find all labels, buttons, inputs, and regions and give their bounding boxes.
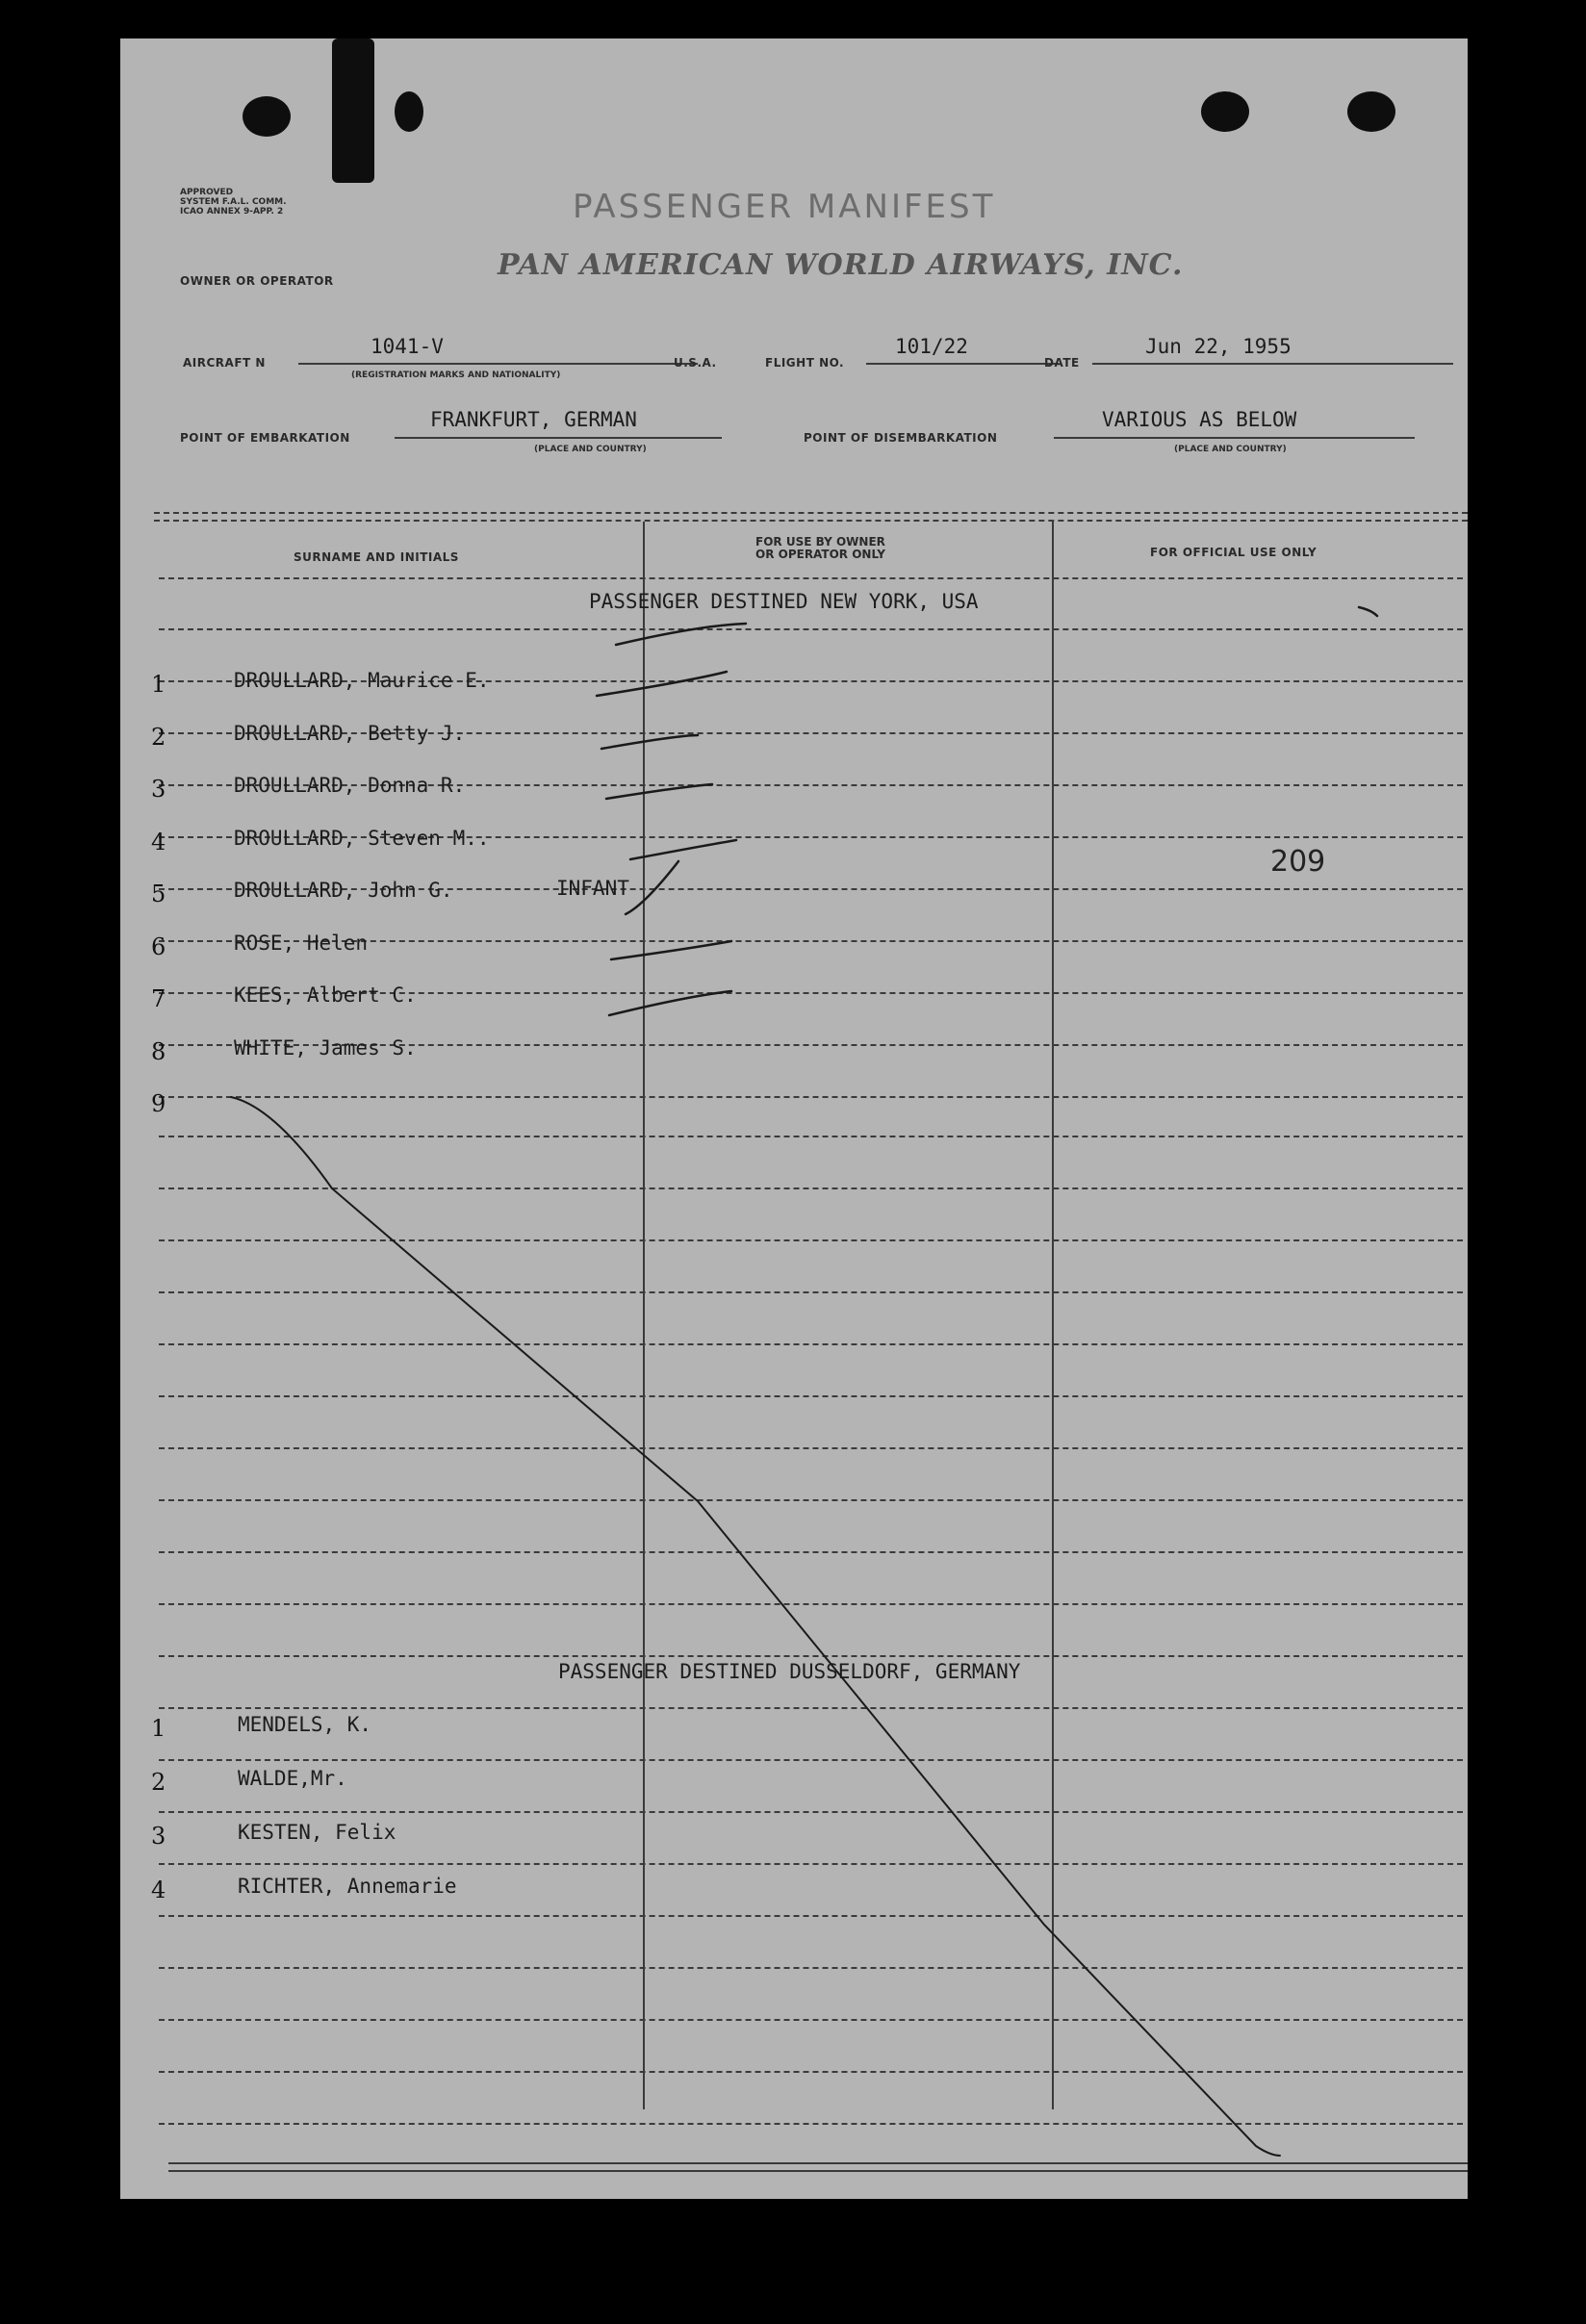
embark-sub: (PLACE AND COUNTRY) <box>534 445 647 454</box>
column-header-official: FOR OFFICIAL USE ONLY <box>1150 546 1317 559</box>
aircraft-value: 1041-V <box>371 335 444 358</box>
passenger-note: INFANT <box>556 877 629 900</box>
row-number: 7 <box>151 985 166 1012</box>
approval-line-2: SYSTEM F.A.L. COMM. <box>180 197 287 207</box>
row-number: 4 <box>151 1877 166 1903</box>
group1-heading: PASSENGER DESTINED NEW YORK, USA <box>589 590 979 613</box>
disembark-value: VARIOUS AS BELOW <box>1102 408 1297 431</box>
approval-line-3: ICAO ANNEX 9-APP. 2 <box>180 207 284 217</box>
date-value: Jun 22, 1955 <box>1145 335 1292 358</box>
passenger-name: DROULLARD, Donna R. <box>234 774 466 797</box>
date-label: DATE <box>1044 356 1080 370</box>
embark-value: FRANKFURT, GERMAN <box>430 408 637 431</box>
owner-value: PAN AMERICAN WORLD AIRWAYS, INC. <box>498 248 1184 282</box>
check-mark-1 <box>616 624 746 645</box>
passenger-name: DROULLARD, Steven M.. <box>234 826 490 850</box>
group2-heading: PASSENGER DESTINED DUSSELDORF, GERMANY <box>558 1660 1021 1683</box>
owner-use-line-2: OR OPERATOR ONLY <box>755 548 885 561</box>
passenger-name: DROULLARD, John G. <box>234 879 453 902</box>
check-mark-7 <box>611 941 731 959</box>
tick-mark-official <box>1359 607 1377 616</box>
flight-label: FLIGHT NO. <box>765 356 845 370</box>
row-number: 5 <box>151 881 166 907</box>
flight-value: 101/22 <box>895 335 968 358</box>
passenger-name: MENDELS, K. <box>238 1713 372 1736</box>
passenger-name: DROULLARD, Betty J. <box>234 721 466 745</box>
disembark-label: POINT OF DISEMBARKATION <box>804 431 998 445</box>
owner-use-line-1: FOR USE BY OWNER <box>755 535 885 549</box>
check-mark-3 <box>601 735 698 749</box>
passenger-name: KESTEN, Felix <box>238 1821 396 1844</box>
row-number: 3 <box>151 1823 166 1850</box>
row-number: 6 <box>151 932 166 960</box>
check-mark-4 <box>606 784 712 799</box>
row-number: 1 <box>151 1715 166 1742</box>
aircraft-sub: (REGISTRATION MARKS AND NATIONALITY) <box>351 370 561 380</box>
row-number: 3 <box>151 776 166 803</box>
disembark-sub: (PLACE AND COUNTRY) <box>1174 445 1287 454</box>
pen-marks <box>120 38 1468 2199</box>
passenger-name: DROULLARD, Maurice E. <box>234 669 490 692</box>
column-header-surname: SURNAME AND INITIALS <box>294 550 459 564</box>
row-number: 1 <box>151 671 166 698</box>
passenger-name: WALDE,Mr. <box>238 1767 347 1790</box>
manifest-page <box>120 38 1468 2199</box>
row-number: 2 <box>151 1769 166 1796</box>
row-number: 8 <box>151 1037 166 1065</box>
passenger-name: ROSE, Helen <box>234 931 369 955</box>
row-number: 9 <box>151 1090 166 1117</box>
aircraft-label: AIRCRAFT N <box>183 356 266 370</box>
check-mark-2 <box>597 672 727 696</box>
passenger-name: WHITE, James S. <box>234 1035 417 1060</box>
check-mark-8 <box>609 991 731 1015</box>
diagonal-strike-line <box>231 1097 1280 2156</box>
row-number: 4 <box>151 828 166 856</box>
check-mark-6 <box>626 861 678 914</box>
usa-label: U.S.A. <box>674 356 717 370</box>
owner-label: OWNER OR OPERATOR <box>180 274 334 288</box>
approval-line-1: APPROVED <box>180 188 234 197</box>
official-mark: 209 <box>1270 845 1326 879</box>
passenger-name: KEES, Albert C. <box>234 983 417 1007</box>
passenger-name: RICHTER, Annemarie <box>238 1875 457 1898</box>
page-title: PASSENGER MANIFEST <box>573 188 996 226</box>
row-number: 2 <box>151 723 166 751</box>
embark-label: POINT OF EMBARKATION <box>180 431 350 445</box>
check-mark-5 <box>630 840 736 859</box>
